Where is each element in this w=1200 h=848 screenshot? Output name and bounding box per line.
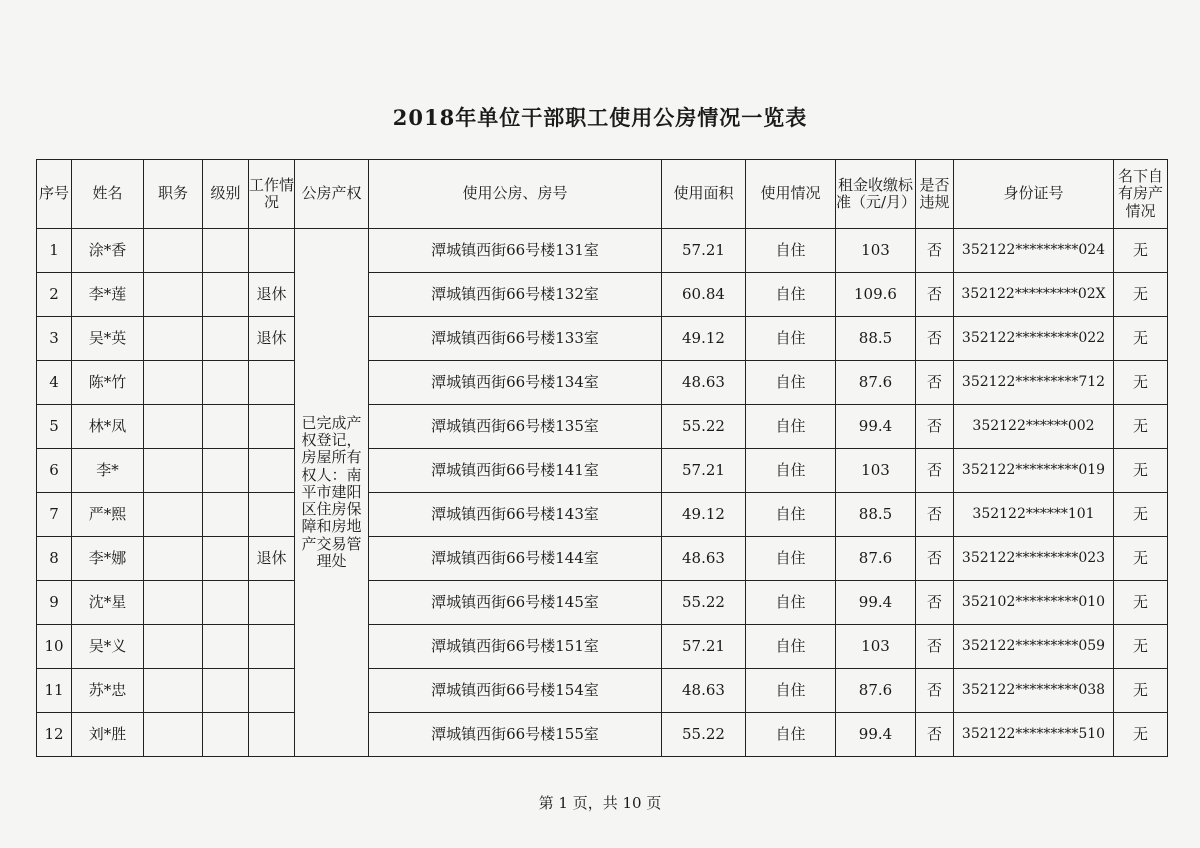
cell-usage: 自住: [746, 273, 836, 317]
cell-position: [144, 229, 203, 273]
table-row: [37, 449, 1168, 493]
header-other-property: 名下自有房产情况: [1114, 160, 1168, 229]
table-row: [37, 229, 1168, 273]
cell-seq: 9: [37, 581, 72, 625]
cell-violation: 否: [916, 405, 954, 449]
cell-usage: 自住: [746, 361, 836, 405]
header-rent: 租金收缴标准（元/月）: [836, 160, 916, 229]
cell-position: [144, 581, 203, 625]
cell-other-property: 无: [1114, 625, 1168, 669]
cell-violation: 否: [916, 273, 954, 317]
cell-other-property: 无: [1114, 581, 1168, 625]
cell-level: [203, 449, 249, 493]
cell-other-property: 无: [1114, 229, 1168, 273]
cell-rent: 99.4: [836, 405, 916, 449]
cell-name: 沈*星: [72, 581, 144, 625]
cell-work-status: [249, 449, 295, 493]
cell-work-status: 退休: [249, 317, 295, 361]
header-violation: 是否违规: [916, 160, 954, 229]
cell-level: [203, 713, 249, 757]
cell-seq: 10: [37, 625, 72, 669]
cell-name: 刘*胜: [72, 713, 144, 757]
cell-other-property: 无: [1114, 493, 1168, 537]
cell-position: [144, 361, 203, 405]
cell-level: [203, 625, 249, 669]
cell-violation: 否: [916, 493, 954, 537]
cell-usage: 自住: [746, 405, 836, 449]
cell-area: 48.63: [662, 669, 746, 713]
cell-violation: 否: [916, 361, 954, 405]
cell-area: 57.21: [662, 625, 746, 669]
cell-rent: 87.6: [836, 669, 916, 713]
cell-id-number: 352122*********02X: [954, 273, 1114, 317]
cell-id-number: 352122******002: [954, 405, 1114, 449]
header-seq: 序号: [37, 160, 72, 229]
cell-house: 潭城镇西街66号楼155室: [369, 713, 662, 757]
header-id-number: 身份证号: [954, 160, 1114, 229]
cell-work-status: [249, 405, 295, 449]
cell-position: [144, 449, 203, 493]
cell-seq: 8: [37, 537, 72, 581]
cell-name: 严*熙: [72, 493, 144, 537]
cell-area: 55.22: [662, 581, 746, 625]
cell-work-status: [249, 669, 295, 713]
page-footer: 第 1 页，共 10 页: [538, 794, 662, 812]
table-row: [37, 669, 1168, 713]
table-row: [37, 493, 1168, 537]
cell-position: [144, 273, 203, 317]
cell-id-number: 352122*********019: [954, 449, 1114, 493]
cell-house: 潭城镇西街66号楼151室: [369, 625, 662, 669]
cell-house: 潭城镇西街66号楼132室: [369, 273, 662, 317]
cell-id-number: 352122*********059: [954, 625, 1114, 669]
cell-violation: 否: [916, 713, 954, 757]
cell-id-number: 352122*********038: [954, 669, 1114, 713]
housing-table: [36, 159, 1168, 757]
header-position: 职务: [144, 160, 203, 229]
header-ownership: 公房产权: [295, 160, 369, 229]
table-row: [37, 625, 1168, 669]
cell-violation: 否: [916, 625, 954, 669]
cell-seq: 2: [37, 273, 72, 317]
cell-house: 潭城镇西街66号楼145室: [369, 581, 662, 625]
cell-id-number: 352122******101: [954, 493, 1114, 537]
cell-position: [144, 625, 203, 669]
table-row: [37, 361, 1168, 405]
cell-position: [144, 537, 203, 581]
table-row: [37, 537, 1168, 581]
cell-rent: 88.5: [836, 317, 916, 361]
cell-id-number: 352102*********010: [954, 581, 1114, 625]
cell-usage: 自住: [746, 713, 836, 757]
cell-other-property: 无: [1114, 449, 1168, 493]
cell-seq: 3: [37, 317, 72, 361]
cell-name: 涂*香: [72, 229, 144, 273]
cell-other-property: 无: [1114, 361, 1168, 405]
cell-position: [144, 713, 203, 757]
cell-rent: 103: [836, 449, 916, 493]
cell-violation: 否: [916, 669, 954, 713]
table-row: [37, 581, 1168, 625]
cell-house: 潭城镇西街66号楼144室: [369, 537, 662, 581]
cell-house: 潭城镇西街66号楼133室: [369, 317, 662, 361]
document-title: 2018年单位干部职工使用公房情况一览表: [392, 105, 808, 130]
cell-ownership: 已完成产权登记，房屋所有权人：南平市建阳区住房保障和房地产交易管理处: [295, 229, 369, 757]
cell-rent: 103: [836, 625, 916, 669]
cell-other-property: 无: [1114, 713, 1168, 757]
cell-usage: 自住: [746, 581, 836, 625]
cell-level: [203, 405, 249, 449]
cell-area: 60.84: [662, 273, 746, 317]
cell-usage: 自住: [746, 317, 836, 361]
cell-usage: 自住: [746, 537, 836, 581]
cell-violation: 否: [916, 317, 954, 361]
cell-house: 潭城镇西街66号楼143室: [369, 493, 662, 537]
cell-other-property: 无: [1114, 273, 1168, 317]
header-row: [37, 160, 1168, 229]
cell-id-number: 352122*********024: [954, 229, 1114, 273]
table-body: [37, 229, 1168, 757]
cell-level: [203, 537, 249, 581]
cell-usage: 自住: [746, 229, 836, 273]
cell-other-property: 无: [1114, 537, 1168, 581]
cell-area: 49.12: [662, 317, 746, 361]
cell-id-number: 352122*********023: [954, 537, 1114, 581]
cell-name: 吴*英: [72, 317, 144, 361]
cell-id-number: 352122*********510: [954, 713, 1114, 757]
cell-level: [203, 493, 249, 537]
cell-seq: 4: [37, 361, 72, 405]
cell-rent: 87.6: [836, 537, 916, 581]
cell-seq: 12: [37, 713, 72, 757]
cell-area: 55.22: [662, 405, 746, 449]
cell-name: 李*娜: [72, 537, 144, 581]
header-usage: 使用情况: [746, 160, 836, 229]
cell-house: 潭城镇西街66号楼135室: [369, 405, 662, 449]
cell-name: 李*莲: [72, 273, 144, 317]
cell-area: 48.63: [662, 537, 746, 581]
cell-other-property: 无: [1114, 405, 1168, 449]
cell-level: [203, 273, 249, 317]
cell-work-status: 退休: [249, 537, 295, 581]
cell-other-property: 无: [1114, 669, 1168, 713]
cell-violation: 否: [916, 229, 954, 273]
table-row: [37, 405, 1168, 449]
cell-house: 潭城镇西街66号楼154室: [369, 669, 662, 713]
cell-rent: 87.6: [836, 361, 916, 405]
cell-seq: 6: [37, 449, 72, 493]
header-house: 使用公房、房号: [369, 160, 662, 229]
cell-violation: 否: [916, 449, 954, 493]
cell-level: [203, 361, 249, 405]
cell-name: 苏*忠: [72, 669, 144, 713]
cell-rent: 99.4: [836, 713, 916, 757]
cell-usage: 自住: [746, 625, 836, 669]
header-work-status: 工作情况: [249, 160, 295, 229]
cell-violation: 否: [916, 581, 954, 625]
cell-usage: 自住: [746, 669, 836, 713]
cell-usage: 自住: [746, 493, 836, 537]
header-name: 姓名: [72, 160, 144, 229]
cell-name: 李*: [72, 449, 144, 493]
cell-seq: 11: [37, 669, 72, 713]
cell-house: 潭城镇西街66号楼134室: [369, 361, 662, 405]
cell-rent: 109.6: [836, 273, 916, 317]
cell-area: 55.22: [662, 713, 746, 757]
cell-position: [144, 493, 203, 537]
cell-other-property: 无: [1114, 317, 1168, 361]
cell-rent: 88.5: [836, 493, 916, 537]
cell-seq: 5: [37, 405, 72, 449]
cell-name: 林*凤: [72, 405, 144, 449]
cell-area: 57.21: [662, 449, 746, 493]
table-row: [37, 317, 1168, 361]
header-level: 级别: [203, 160, 249, 229]
cell-house: 潭城镇西街66号楼131室: [369, 229, 662, 273]
cell-level: [203, 581, 249, 625]
cell-name: 吴*义: [72, 625, 144, 669]
cell-rent: 103: [836, 229, 916, 273]
table-row: [37, 713, 1168, 757]
cell-violation: 否: [916, 537, 954, 581]
cell-position: [144, 405, 203, 449]
cell-rent: 99.4: [836, 581, 916, 625]
cell-seq: 1: [37, 229, 72, 273]
cell-work-status: [249, 493, 295, 537]
cell-work-status: [249, 229, 295, 273]
cell-work-status: [249, 713, 295, 757]
cell-work-status: [249, 625, 295, 669]
cell-area: 48.63: [662, 361, 746, 405]
cell-work-status: [249, 581, 295, 625]
cell-position: [144, 317, 203, 361]
cell-area: 49.12: [662, 493, 746, 537]
cell-area: 57.21: [662, 229, 746, 273]
cell-id-number: 352122*********022: [954, 317, 1114, 361]
cell-seq: 7: [37, 493, 72, 537]
cell-usage: 自住: [746, 449, 836, 493]
cell-position: [144, 669, 203, 713]
cell-house: 潭城镇西街66号楼141室: [369, 449, 662, 493]
cell-work-status: [249, 361, 295, 405]
header-area: 使用面积: [662, 160, 746, 229]
cell-id-number: 352122*********712: [954, 361, 1114, 405]
cell-name: 陈*竹: [72, 361, 144, 405]
table-row: [37, 273, 1168, 317]
cell-level: [203, 669, 249, 713]
cell-level: [203, 229, 249, 273]
cell-level: [203, 317, 249, 361]
cell-work-status: 退休: [249, 273, 295, 317]
